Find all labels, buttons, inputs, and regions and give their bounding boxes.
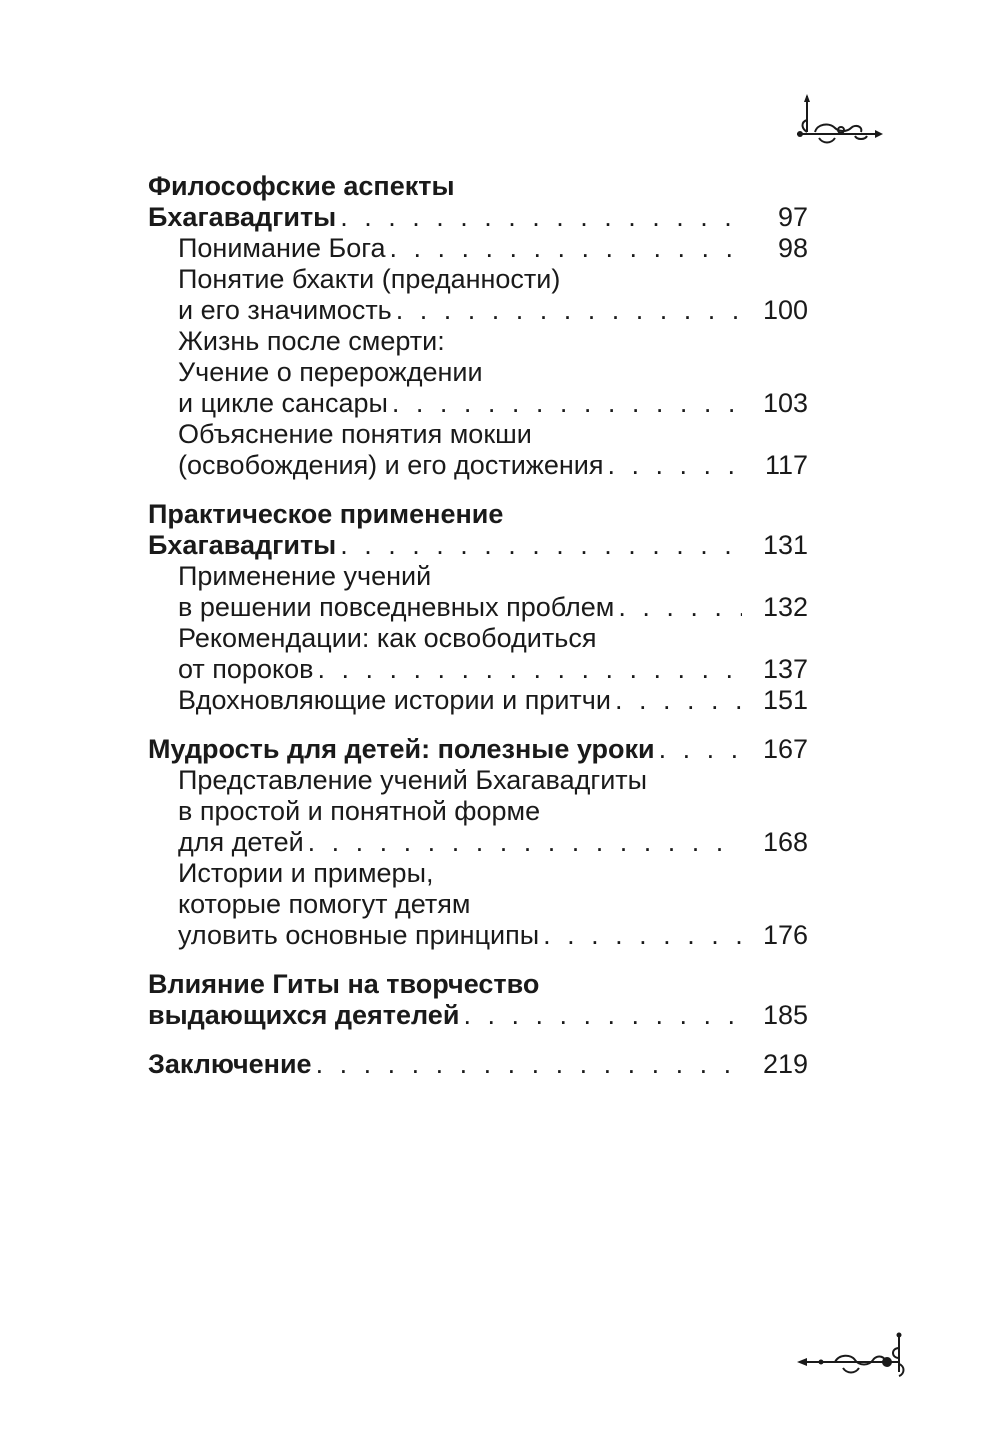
page-number: 151: [762, 685, 808, 715]
toc-entry-main[interactable]: [148, 499, 808, 561]
toc-entry-text: Жизнь после смерти:: [178, 326, 445, 356]
toc-section: [148, 1049, 808, 1080]
toc-entry-text: уловить основные принципы: [178, 920, 540, 950]
dot-leader: [316, 1049, 742, 1080]
page-number: 100: [762, 295, 808, 325]
toc-entry-text: Учение о перерождении: [178, 357, 483, 387]
page-number: 185: [762, 1000, 808, 1030]
table-of-contents: [148, 171, 808, 1098]
page-number: 98: [777, 233, 808, 263]
toc-entry-text: и цикле сансары: [178, 388, 388, 418]
toc-entry-main[interactable]: [148, 1049, 808, 1080]
toc-entry-text: в решении повседневных проблем: [178, 592, 615, 622]
dot-leader: [463, 1000, 742, 1031]
toc-section: [148, 499, 808, 716]
toc-section: [148, 969, 808, 1031]
toc-section: [148, 734, 808, 951]
toc-entry-text: Мудрость для детей: полезные уроки: [148, 734, 655, 764]
toc-entry-sub[interactable]: [148, 561, 808, 623]
corner-flourish-icon: [795, 1332, 910, 1382]
toc-entry-main[interactable]: [148, 734, 808, 765]
dot-leader: [390, 233, 742, 264]
dot-leader: [659, 734, 742, 765]
toc-entry-text: (освобождения) и его достижения: [178, 450, 604, 480]
toc-entry-text: Представление учений Бхагавадгиты: [178, 765, 648, 795]
toc-entry-text: Истории и примеры,: [178, 858, 434, 888]
dot-leader: [392, 388, 742, 419]
toc-entry-text: в простой и понятной форме: [178, 796, 541, 826]
toc-entry-text: Влияние Гиты на творчество: [148, 969, 540, 999]
page-number: 137: [762, 654, 808, 684]
toc-entry-main[interactable]: [148, 171, 808, 233]
dot-leader: [340, 530, 742, 561]
toc-entry-text: Рекомендации: как освободиться: [178, 623, 597, 653]
toc-entry-text: для детей: [178, 827, 304, 857]
toc-entry-text: Понятие бхакти (преданности): [178, 264, 561, 294]
toc-entry-sub[interactable]: [148, 858, 808, 951]
toc-section: [148, 171, 808, 481]
toc-entry-sub[interactable]: [148, 623, 808, 685]
toc-entry-main[interactable]: [148, 969, 808, 1031]
toc-entry-text: Бхагавадгиты: [148, 202, 337, 232]
toc-entry-text: и его значимость: [178, 295, 392, 325]
dot-leader: [396, 295, 742, 326]
page-number: 168: [762, 827, 808, 857]
dot-leader: [607, 450, 742, 481]
dot-leader: [615, 685, 742, 716]
toc-entry-text: которые помогут детям: [178, 889, 471, 919]
toc-entry-text: Вдохновляющие истории и притчи: [178, 685, 611, 715]
dot-leader: [317, 654, 742, 685]
page-number: 117: [764, 450, 808, 480]
toc-entry-text: Бхагавадгиты: [148, 530, 337, 560]
dot-leader: [308, 827, 742, 858]
dot-leader: [340, 202, 742, 233]
toc-entry-sub[interactable]: [148, 326, 808, 419]
toc-entry-sub[interactable]: [148, 765, 808, 858]
toc-entry-sub[interactable]: [148, 264, 808, 326]
toc-entry-text: от пороков: [178, 654, 314, 684]
dot-leader: [618, 592, 742, 623]
page-number: 97: [777, 202, 808, 232]
toc-entry-text: Применение учений: [178, 561, 432, 591]
toc-entry-text: выдающихся деятелей: [148, 1000, 460, 1030]
toc-entry-text: Практическое применение: [148, 499, 504, 529]
toc-entry-text: Философские аспекты: [148, 171, 455, 201]
toc-entry-sub[interactable]: [148, 233, 808, 264]
page-number: 103: [762, 388, 808, 418]
toc-entry-text: Заключение: [148, 1049, 312, 1079]
toc-entry-text: Объяснение понятия мокши: [178, 419, 532, 449]
toc-entry-sub[interactable]: [148, 685, 808, 716]
page-number: 167: [762, 734, 808, 764]
page-number: 219: [762, 1049, 808, 1079]
toc-entry-sub[interactable]: [148, 419, 808, 481]
dot-leader: [543, 920, 742, 951]
toc-entry-text: Понимание Бога: [178, 233, 386, 263]
page-number: 132: [762, 592, 808, 622]
page-number: 131: [762, 530, 808, 560]
corner-flourish-icon: [795, 92, 885, 150]
page-number: 176: [762, 920, 808, 950]
